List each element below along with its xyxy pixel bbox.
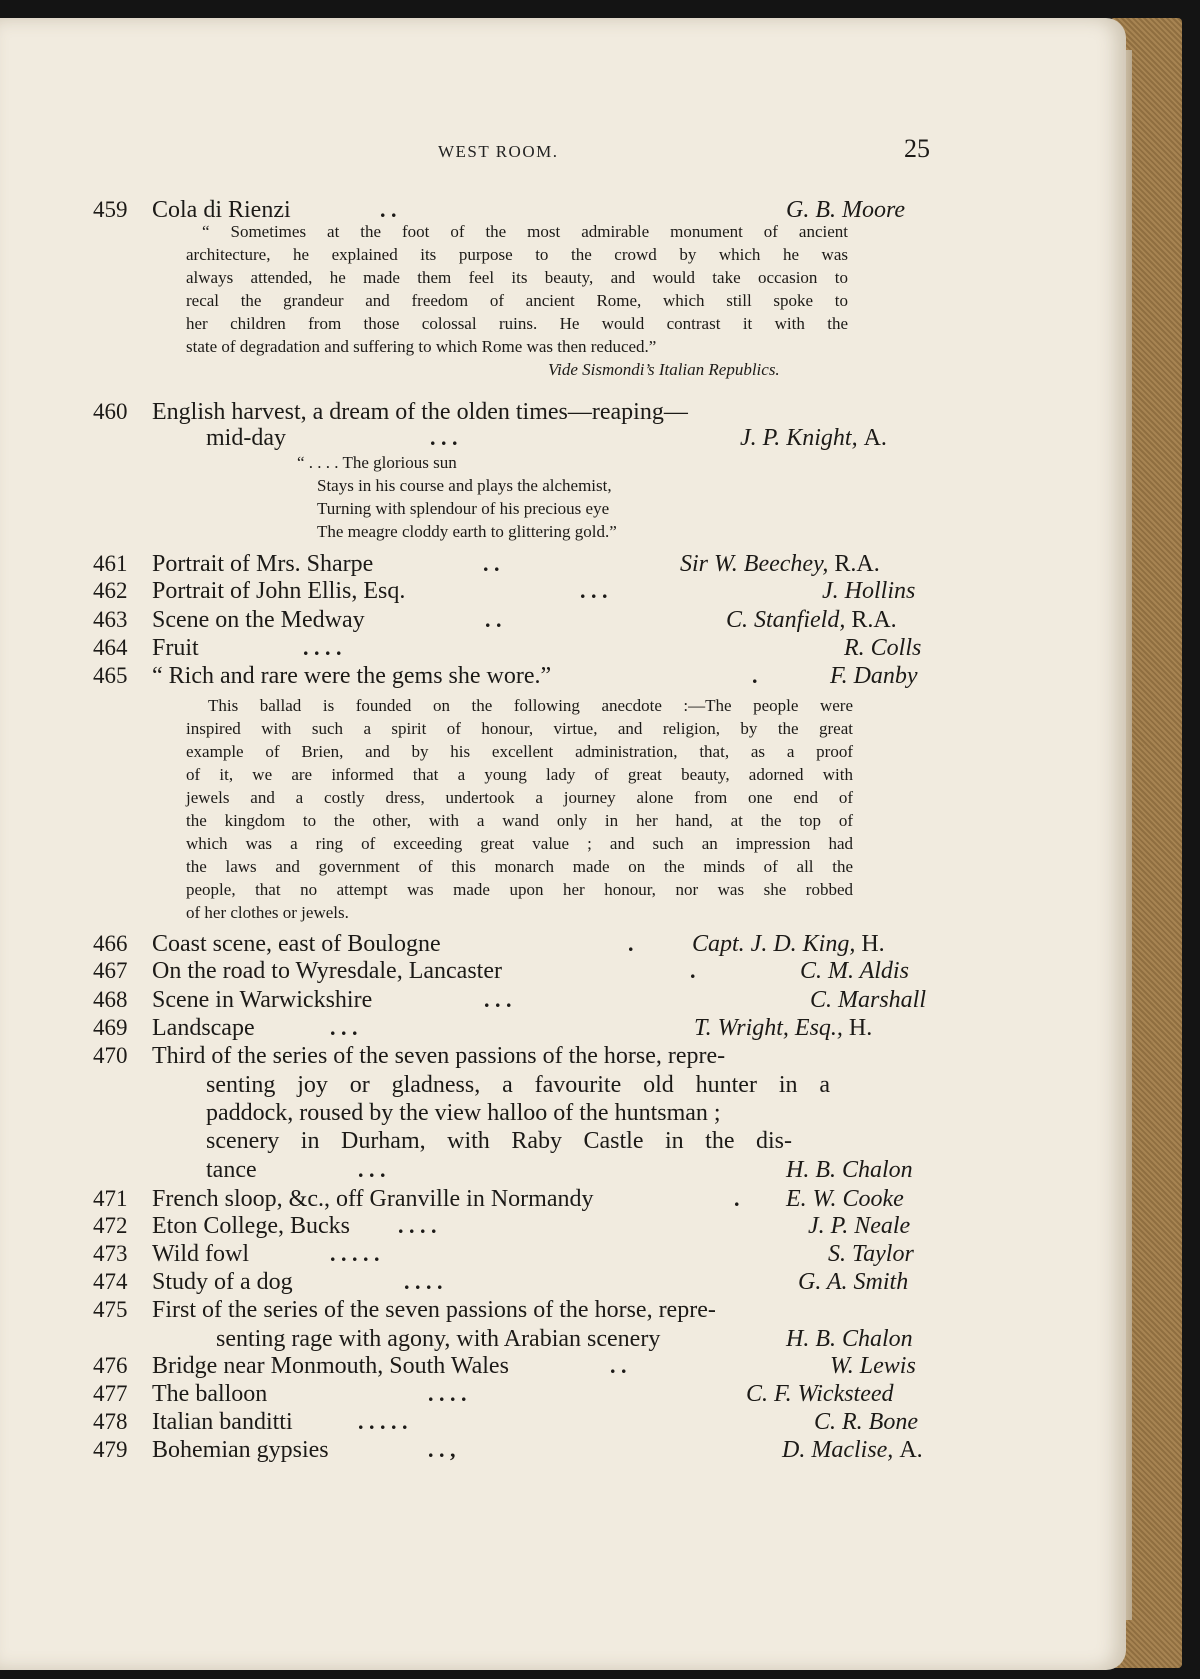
entry-title-line-3: paddock, roused by the view halloo of the huntsman ;: [206, 1100, 721, 1126]
artist-name: W. Lewis: [830, 1353, 916, 1379]
quote-line: The meagre cloddy earth to glittering gold.”: [317, 522, 617, 541]
quote-line: jewels and a costly dress, undertook a journey alone from one end of: [186, 788, 853, 807]
academy-suffix: R.A.: [834, 551, 880, 577]
entry-number: 467: [93, 958, 128, 983]
entry-title: Wild fowl: [152, 1241, 250, 1267]
artist-name: C. R. Bone: [814, 1409, 918, 1435]
entry-number: 469: [93, 1015, 128, 1040]
artist-name: H. B. Chalon: [786, 1157, 913, 1183]
entry-number: 459: [93, 197, 128, 222]
artist-name: J. P. Neale: [808, 1213, 911, 1239]
entry-title-line-1: English harvest, a dream of the olden times—reaping—: [152, 399, 688, 425]
entry-number: 478: [93, 1409, 128, 1434]
entry-title-line-2: mid-day: [206, 425, 286, 451]
leader-dots: . .: [610, 1353, 627, 1378]
entry-number: 475: [93, 1297, 128, 1322]
entry-number: 465: [93, 663, 128, 688]
quote-line: “ Sometimes at the foot of the most admirable monument of ancient: [202, 222, 848, 241]
entry-title: Cola di Rienzi: [152, 197, 291, 223]
entry-number: 476: [93, 1353, 128, 1378]
entry-number: 463: [93, 607, 128, 632]
leader-dots: . . .: [330, 1015, 358, 1040]
entry-number: 479: [93, 1437, 128, 1462]
quote-line: This ballad is founded on the following anecdote :—The people were: [208, 696, 853, 715]
artist-name: G. B. Moore: [786, 197, 906, 223]
entry-number: 466: [93, 931, 128, 956]
entry-number: 472: [93, 1213, 128, 1238]
quote-line: her children from those colossal ruins. He would contrast it with the: [186, 314, 848, 333]
entry-title: Eton College, Bucks: [152, 1213, 350, 1239]
entry-number: 468: [93, 987, 128, 1012]
leader-dots: . . . .: [428, 1381, 467, 1406]
artist-name: S. Taylor: [828, 1241, 914, 1267]
artist-name: C. Marshall: [810, 987, 927, 1013]
quote-line: the laws and government of this monarch made on the minds of all the: [186, 857, 853, 876]
quote-line: of it, we are informed that a young lady of great beauty, adorned with: [186, 765, 853, 784]
entry-title: Italian banditti: [152, 1409, 293, 1435]
quote-line: example of Brien, and by his excellent administration, that, as a proof: [186, 742, 853, 761]
artist-name: Capt. J. D. King, H.: [692, 931, 885, 957]
entry-number: 474: [93, 1269, 128, 1294]
entry-number: 462: [93, 578, 128, 603]
entry-title-line-1: First of the series of the seven passions of the horse, repre-: [152, 1297, 716, 1323]
entry-number: 461: [93, 551, 128, 576]
artist-name: J. P. Knight, A.: [740, 425, 887, 451]
entry-title: “ Rich and rare were the gems she wore.”: [152, 663, 552, 689]
quote-line: of her clothes or jewels.: [186, 903, 349, 922]
entry-number: 464: [93, 635, 128, 660]
entry-title: On the road to Wyresdale, Lancaster: [152, 958, 502, 984]
entry-title-line-4: scenery in Durham, with Raby Castle in the dis-: [206, 1128, 792, 1154]
quote-line: the kingdom to the other, with a wand only in her hand, at the top of: [186, 811, 853, 830]
leader-dots: . . . .: [303, 635, 342, 660]
leader-dots: . . .: [358, 1157, 386, 1182]
entry-title: Portrait of Mrs. Sharpe: [152, 551, 374, 577]
entry-title: Landscape: [152, 1015, 255, 1041]
entry-title-line-1: Third of the series of the seven passions of the horse, repre-: [152, 1043, 726, 1069]
leader-dots: . . .: [580, 578, 608, 603]
entry-title-line-2: senting rage with agony, with Arabian scenery: [216, 1326, 661, 1352]
entry-title-line-2: senting joy or gladness, a favourite old hunter in a: [206, 1072, 830, 1098]
entry-title: Scene in Warwickshire: [152, 987, 373, 1013]
entry-title: French sloop, &c., off Granville in Normandy: [152, 1186, 594, 1212]
quote-line: state of degradation and suffering to which Rome was then reduced.”: [186, 337, 657, 356]
leader-dots: . . . .: [404, 1269, 443, 1294]
leader-dots: . . . . .: [358, 1409, 408, 1434]
running-head: WEST ROOM.: [438, 142, 559, 161]
leader-dots: . .: [485, 607, 502, 632]
page-number: 25: [904, 134, 930, 163]
artist-name: C. Stanfield, R.A.: [726, 607, 897, 633]
quote-line: Stays in his course and plays the alchemist,: [317, 476, 612, 495]
academy-suffix: A.: [863, 425, 887, 451]
quote-line: always attended, he made them feel its beauty, and would take occasion to: [186, 268, 848, 287]
artist-name: G. A. Smith: [798, 1269, 909, 1295]
entry-number: 477: [93, 1381, 128, 1406]
quote-line: recal the grandeur and freedom of ancient Rome, which still spoke to: [186, 291, 848, 310]
quote-line: Turning with splendour of his precious eye: [317, 499, 610, 518]
entry-number: 460: [93, 399, 128, 424]
leader-dots: . . . . .: [330, 1241, 380, 1266]
quote-line: inspired with such a spirit of honour, virtue, and religion, by the great: [186, 719, 853, 738]
leader-dots: .: [734, 1186, 740, 1211]
artist-name: T. Wright, Esq., H.: [694, 1015, 873, 1041]
artist-name: D. Maclise, A.: [782, 1437, 923, 1463]
academy-suffix: H.: [848, 1015, 873, 1041]
entry-title: Portrait of John Ellis, Esq.: [152, 578, 406, 604]
leader-dots: . . .: [430, 425, 458, 450]
entry-title: Bridge near Monmouth, South Wales: [152, 1353, 509, 1379]
artist-name: C. M. Aldis: [800, 958, 909, 984]
artist-name: R. Colls: [844, 635, 922, 661]
leader-dots: .: [628, 931, 634, 956]
quote-source: Vide Sismondi’s Italian Republics.: [548, 360, 780, 379]
academy-suffix: A.: [899, 1437, 923, 1463]
leader-dots: . . .: [484, 987, 512, 1012]
entry-title: Study of a dog: [152, 1269, 293, 1295]
entry-number: 473: [93, 1241, 128, 1266]
quote-line: which was a ring of exceeding great value ; and such an impression had: [186, 834, 853, 853]
entry-number: 470: [93, 1043, 128, 1068]
quote-line: people, that no attempt was made upon her honour, nor was she robbed: [186, 880, 853, 899]
entry-number: 471: [93, 1186, 128, 1211]
entry-title: Bohemian gypsies: [152, 1437, 329, 1463]
entry-title: Scene on the Medway: [152, 607, 365, 633]
artist-name: J. Hollins: [822, 578, 916, 604]
leader-dots: . . . .: [398, 1213, 437, 1238]
quote-line: architecture, he explained its purpose to the crowd by which he was: [186, 245, 848, 264]
artist-name: H. B. Chalon: [786, 1326, 913, 1352]
leader-dots: . . ,: [428, 1437, 456, 1462]
entry-title: Coast scene, east of Boulogne: [152, 931, 441, 957]
quote-line: “ . . . . The glorious sun: [297, 453, 457, 472]
leader-dots: .: [690, 958, 696, 983]
entry-title: Fruit: [152, 635, 199, 661]
artist-name: C. F. Wicksteed: [746, 1381, 894, 1407]
entry-title-line-5: tance: [206, 1157, 257, 1183]
leader-dots: . .: [483, 551, 500, 576]
artist-name: Sir W. Beechey, R.A.: [680, 551, 880, 577]
entry-title: The balloon: [152, 1381, 268, 1407]
academy-suffix: H.: [861, 931, 885, 957]
leader-dots: . .: [380, 197, 397, 222]
artist-name: F. Danby: [830, 663, 918, 689]
page-header: [0, 134, 1200, 170]
academy-suffix: R.A.: [851, 607, 897, 633]
leader-dots: .: [752, 663, 758, 688]
artist-name: E. W. Cooke: [786, 1186, 904, 1212]
